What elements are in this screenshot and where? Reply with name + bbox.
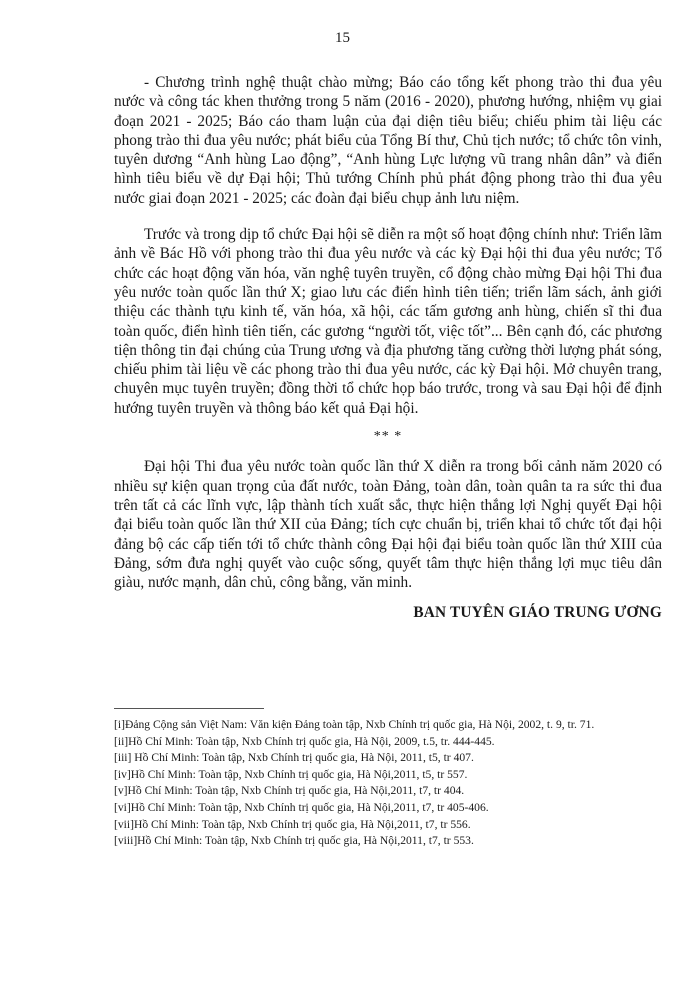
footnotes	[114, 717, 674, 850]
footnote-4: [iv]Hồ Chí Minh: Toàn tập, Nxb Chính trị quốc gia, Hà Nội,2011, t5, tr 557.	[114, 767, 468, 781]
footnote-8: [viii]Hồ Chí Minh: Toàn tập, Nxb Chính trị quốc gia, Hà Nội,2011, t7, tr 553.	[114, 834, 474, 848]
page-number: 15	[335, 30, 350, 46]
footnote-divider	[114, 708, 264, 709]
section-separator: ** *	[373, 429, 403, 445]
signature: BAN TUYÊN GIÁO TRUNG ƯƠNG	[413, 604, 662, 622]
footnote-1: [i]Đảng Cộng sản Việt Nam: Văn kiện Đảng toàn tập, Nxb Chính trị quốc gia, Hà Nội, 2002, t. 9, tr. 71.	[114, 718, 595, 731]
footnote-2: [ii]Hồ Chí Minh: Toàn tập, Nxb Chính trị quốc gia, Hà Nội, 2009, t.5, tr. 444-445.	[114, 734, 495, 748]
paragraph-program: - Chương trình nghệ thuật chào mừng; Báo cáo tổng kết phong trào thi đua yêu nước và công tác khen thưởng trong 5 năm (2016 - 2020), phương hướng, nhiệm vụ giai đoạn 2021 - 2025; Báo cáo tham luận của đại diện tiêu biểu; chiếu phim tài liệu các phong trào thi đua yêu nước; phát biểu của Tổng Bí thư, Chủ tịch nước; tổ chức tôn vinh, tuyên dương “Anh hùng Lao động”, “Anh hùng Lực lượng vũ trang nhân dân” và điển hình tiêu biểu về dự Đại hội; Thủ tướng Chính phủ phát động phong trào thi đua yêu nước giai đoạn 2021 - 2025; các đoàn đại biểu chụp ảnh lưu niệm.	[114, 74, 662, 207]
footnote-3: [iii] Hồ Chí Minh: Toàn tập, Nxb Chính trị quốc gia, Hà Nội, 2011, t5, tr 407.	[114, 751, 474, 765]
footnote-6: [vi]Hồ Chí Minh: Toàn tập, Nxb Chính trị quốc gia, Hà Nội,2011, t7, tr 405-406.	[114, 800, 489, 814]
footnote-5: [v]Hồ Chí Minh: Toàn tập, Nxb Chính trị quốc gia, Hà Nội,2011, t7, tr 404.	[114, 784, 465, 798]
document-body	[114, 73, 662, 623]
paragraph-conclusion: Đại hội Thi đua yêu nước toàn quốc lần thứ X diễn ra trong bối cảnh năm 2020 có nhiều sự kiện quan trọng của đất nước, toàn Đảng, toàn dân, toàn quân ta ra sức thi đua trên tất cả các lĩnh vực, lập thành tích xuất sắc, thực hiện thắng lợi Nghị quyết Đại hội đại biểu toàn quốc lần thứ XII của Đảng; tích cực chuẩn bị, triển khai tổ chức tốt đại hội đảng bộ các cấp tiến tới tổ chức thành công Đại hội đại biểu toàn quốc lần thứ XIII của Đảng, sớm đưa nghị quyết vào cuộc sống, quyết tâm thực hiện thắng lợi mục tiêu dân giàu, nước mạnh, dân chủ, công bằng, văn minh.	[114, 458, 662, 592]
footnote-7: [vii]Hồ Chí Minh: Toàn tập, Nxb Chính trị quốc gia, Hà Nội,2011, t7, tr 556.	[114, 817, 471, 831]
paragraph-activities: Trước và trong dịp tổ chức Đại hội sẽ diễn ra một số hoạt động chính như: Triển lãm ảnh về Bác Hồ với phong trào thi đua yêu nước và các kỳ Đại hội thi đua yêu nước; Tổ chức các hoạt động văn hóa, văn nghệ tuyên truyền, cổ động chào mừng Đại hội Thi đua yêu nước toàn quốc lần thứ X; giao lưu các điển hình tiên tiến; triển lãm sách, ảnh giới thiệu các thành tựu kinh tế, văn hóa, xã hội, các tấm gương anh hùng, chiến sĩ thi đua toàn quốc, điển hình tiên tiến, các gương “người tốt, việc tốt”... Bên cạnh đó, các phương tiện thông tin đại chúng của Trung ương và địa phương tăng cường thời lượng phát sóng, chiếu phim tài liệu về các phong trào thi đua yêu nước, các kỳ Đại hội. Mở chuyên trang, chuyên mục tuyên truyền; đồng thời tổ chức họp báo trước, trong và sau Đại hội để định hướng tuyên truyền và thông báo kết quả Đại hội.	[114, 226, 662, 417]
